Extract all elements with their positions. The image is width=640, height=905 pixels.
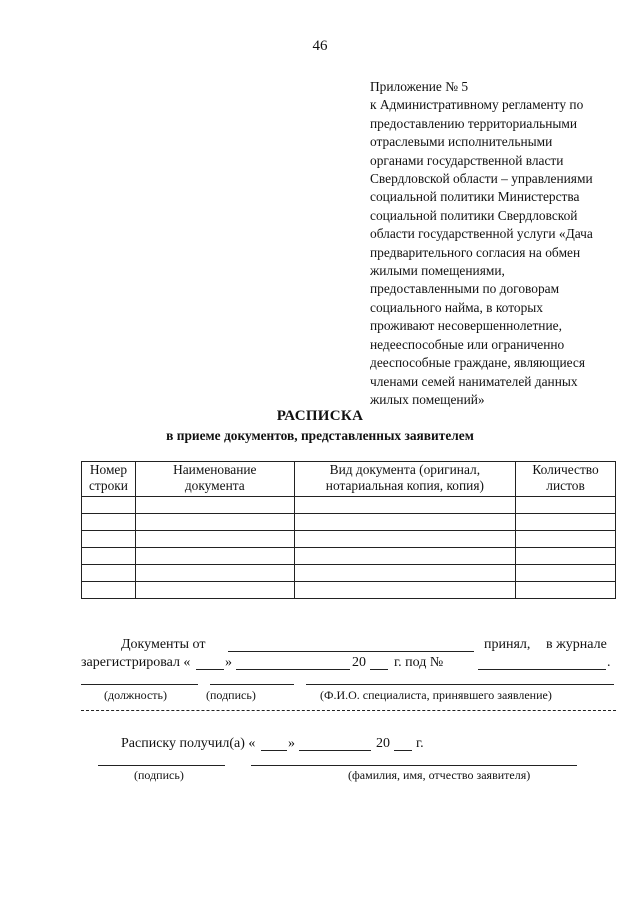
receipt-registered: зарегистрировал «: [81, 655, 191, 670]
reg-day-blank[interactable]: [196, 654, 224, 670]
table-cell[interactable]: [294, 582, 515, 599]
header-row-number: [82, 462, 136, 497]
applicant-quote-close: »: [288, 736, 295, 751]
caption-applicant-signature: (подпись): [134, 768, 184, 782]
documents-table: [81, 461, 616, 599]
header-line: листов: [546, 477, 585, 493]
cut-line: [81, 710, 616, 711]
appendix-line: членами семей нанимателей данных: [370, 373, 578, 389]
table-cell[interactable]: [516, 497, 616, 514]
table-cell[interactable]: [294, 548, 515, 565]
table-cell[interactable]: [135, 514, 294, 531]
appendix-line: предоставлению территориальными: [370, 115, 578, 131]
applicant-signature-line[interactable]: [98, 765, 225, 766]
table-row: [82, 565, 616, 582]
table-cell[interactable]: [516, 565, 616, 582]
page-number: 46: [312, 38, 328, 54]
appendix-line: жилых помещений»: [370, 391, 485, 407]
table-cell[interactable]: [516, 582, 616, 599]
table-row: [82, 582, 616, 599]
header-doc-name: [135, 462, 294, 497]
table-cell[interactable]: [135, 582, 294, 599]
table-cell[interactable]: [135, 531, 294, 548]
header-line: строки: [88, 477, 128, 493]
table-row: [82, 531, 616, 548]
appendix-line: предварительного согласия на обмен: [370, 244, 581, 260]
table-cell[interactable]: [135, 565, 294, 582]
staff-fio-line[interactable]: [306, 684, 614, 685]
reg-year-suffix: г. под №: [394, 655, 444, 670]
table-cell[interactable]: [82, 497, 136, 514]
header-line: Наименование: [173, 462, 257, 477]
header-sheet-count: [516, 462, 616, 497]
header-line: Номер: [89, 462, 128, 477]
date-from-blank[interactable]: [228, 636, 474, 652]
document-subtitle: в приеме документов, представленных заявителем: [166, 428, 474, 443]
table-body: [82, 497, 616, 599]
table-cell[interactable]: [516, 514, 616, 531]
table-cell[interactable]: [294, 514, 515, 531]
appendix-line: недееспособные или ограниченно: [370, 336, 565, 352]
receipt-accepted: принял,: [484, 637, 531, 652]
caption-applicant-name: (фамилия, имя, отчество заявителя): [348, 768, 531, 782]
applicant-year-prefix: 20: [376, 736, 390, 751]
applicant-year-suffix: г.: [416, 736, 424, 751]
appendix-line: социальной политики Министерства: [370, 189, 580, 205]
appendix-line: органами государственной власти: [370, 152, 564, 168]
table-cell[interactable]: [516, 548, 616, 565]
table-row: [82, 497, 616, 514]
appendix-line: дееспособные граждане, являющиеся: [370, 355, 586, 371]
document-title: РАСПИСКА: [276, 408, 364, 424]
table-row: [82, 514, 616, 531]
appendix-line: проживают несовершеннолетние,: [370, 318, 562, 334]
table-cell[interactable]: [82, 565, 136, 582]
applicant-month-blank[interactable]: [299, 735, 371, 751]
appendix-header: [370, 78, 632, 409]
appendix-line: предоставленными по договорам: [370, 281, 560, 297]
reg-year-prefix: 20: [352, 655, 366, 670]
header-line: Вид документа (оригинал,: [329, 462, 481, 477]
appendix-line: Приложение № 5: [370, 79, 469, 94]
position-line[interactable]: [81, 684, 198, 685]
appendix-line: Свердловской области – управлениями: [370, 171, 593, 187]
table-header-row: [82, 462, 616, 497]
header-doc-type: [294, 462, 515, 497]
applicant-year-blank[interactable]: [394, 735, 412, 751]
reg-number-blank[interactable]: [478, 654, 606, 670]
reg-period: .: [607, 655, 611, 670]
table-cell[interactable]: [135, 548, 294, 565]
table-cell[interactable]: [294, 565, 515, 582]
applicant-day-blank[interactable]: [261, 735, 287, 751]
header-line: Количество: [532, 462, 599, 477]
caption-position: (должность): [104, 688, 167, 702]
table-cell[interactable]: [82, 548, 136, 565]
reg-quote-close: »: [225, 655, 232, 670]
appendix-line: отраслевыми исполнительными: [370, 134, 553, 150]
table-cell[interactable]: [82, 514, 136, 531]
reg-month-blank[interactable]: [236, 654, 350, 670]
caption-staff-signature: (подпись): [206, 688, 256, 702]
table-cell[interactable]: [82, 582, 136, 599]
applicant-name-line[interactable]: [251, 765, 577, 766]
table-cell[interactable]: [294, 497, 515, 514]
reg-year-blank[interactable]: [370, 654, 388, 670]
appendix-line: социального найма, в которых: [370, 299, 543, 315]
header-line: нотариальная копия, копия): [325, 477, 484, 493]
appendix-line: жилыми помещениями,: [370, 263, 505, 279]
appendix-line: к Административному регламенту по: [370, 97, 584, 113]
table-cell[interactable]: [294, 531, 515, 548]
header-line: документа: [184, 477, 245, 493]
caption-staff-fio: (Ф.И.О. специалиста, принявшего заявление): [320, 688, 552, 702]
table-cell[interactable]: [516, 531, 616, 548]
table-row: [82, 548, 616, 565]
table-cell[interactable]: [82, 531, 136, 548]
receipt-docs-from: Документы от: [121, 637, 206, 652]
receipt-in-journal: в журнале: [546, 637, 607, 652]
applicant-received: Расписку получил(а) «: [121, 736, 256, 751]
appendix-line: социальной политики Свердловской: [370, 207, 578, 223]
appendix-line: области государственной услуги «Дача: [370, 226, 593, 242]
staff-signature-line[interactable]: [210, 684, 294, 685]
table-cell[interactable]: [135, 497, 294, 514]
